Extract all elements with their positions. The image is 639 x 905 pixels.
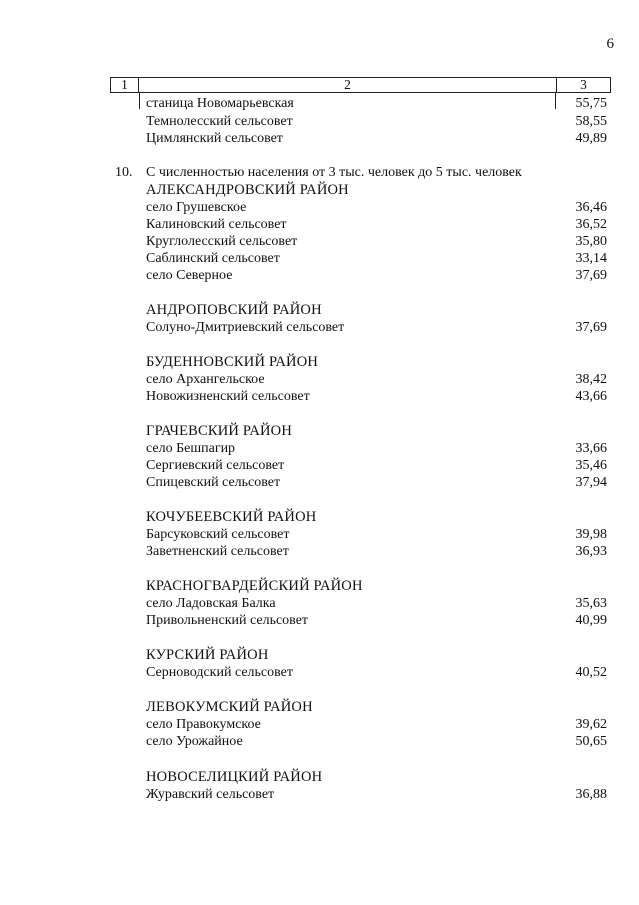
row-value: 36,93 xyxy=(575,544,607,559)
table-row xyxy=(146,216,607,234)
section-number: 10. xyxy=(115,165,133,180)
table-row xyxy=(146,526,607,544)
row-name: Круглолесский сельсовет xyxy=(146,234,298,249)
table-row xyxy=(146,440,607,458)
row-value: 35,80 xyxy=(575,234,607,249)
row-value: 50,65 xyxy=(575,734,607,749)
row-name: село Архангельское xyxy=(146,372,265,387)
column-header-1: 1 xyxy=(111,78,139,92)
row-name: Калиновский сельсовет xyxy=(146,217,287,232)
row-value: 40,52 xyxy=(575,665,607,680)
column-header-3: 3 xyxy=(580,77,587,92)
table-row xyxy=(146,388,607,406)
page-number: 6 xyxy=(606,36,614,52)
row-name: Серноводский сельсовет xyxy=(146,665,293,680)
row-value: 39,98 xyxy=(575,527,607,542)
row-name: Темнолесский сельсовет xyxy=(146,114,293,129)
table-row xyxy=(146,474,607,492)
row-name: село Северное xyxy=(146,268,233,283)
row-value: 49,89 xyxy=(575,131,607,146)
section-title: С численностью населения от 3 тыс. человек до 5 тыс. человек xyxy=(146,165,522,180)
row-name: Спицевский сельсовет xyxy=(146,475,281,490)
district-heading: КРАСНОГВАРДЕЙСКИЙ РАЙОН xyxy=(146,578,363,594)
district-heading: ЛЕВОКУМСКИЙ РАЙОН xyxy=(146,699,313,715)
table-row xyxy=(146,319,607,337)
table-row xyxy=(146,95,607,113)
column-divider xyxy=(139,93,140,109)
district-heading: АЛЕКСАНДРОВСКИЙ РАЙОН xyxy=(146,182,349,198)
row-value: 55,75 xyxy=(575,96,607,111)
table-row xyxy=(146,371,607,389)
row-value: 36,46 xyxy=(575,200,607,215)
row-name: Барсуковский сельсовет xyxy=(146,527,290,542)
row-value: 43,66 xyxy=(575,389,607,404)
table-row xyxy=(146,664,607,682)
table-row xyxy=(146,113,607,131)
district-heading: БУДЕННОВСКИЙ РАЙОН xyxy=(146,354,319,370)
row-name: станица Новомарьевская xyxy=(146,96,294,111)
row-value: 36,52 xyxy=(575,217,607,232)
row-name: село Ладовская Балка xyxy=(146,596,276,611)
row-name: Журавский сельсовет xyxy=(146,787,275,802)
row-name: Саблинский сельсовет xyxy=(146,251,280,266)
district-heading: ГРАЧЕВСКИЙ РАЙОН xyxy=(146,423,293,439)
row-name: село Грушевское xyxy=(146,200,247,215)
table-row xyxy=(146,543,607,561)
table-row xyxy=(146,733,607,751)
row-name: Привольненский сельсовет xyxy=(146,613,309,628)
table-row xyxy=(146,716,607,734)
table-row xyxy=(146,250,607,268)
table-row xyxy=(146,457,607,475)
table-row xyxy=(146,130,607,148)
row-name: Заветненский сельсовет xyxy=(146,544,289,559)
table-row xyxy=(146,267,607,285)
district-heading: КУРСКИЙ РАЙОН xyxy=(146,647,269,663)
table-row xyxy=(146,199,607,217)
row-value: 37,94 xyxy=(575,475,607,490)
row-value: 36,88 xyxy=(575,787,607,802)
table-row xyxy=(146,612,607,630)
district-heading: КОЧУБЕЕВСКИЙ РАЙОН xyxy=(146,509,317,525)
row-name: село Правокумское xyxy=(146,717,261,732)
table-row xyxy=(146,786,607,804)
row-value: 33,66 xyxy=(575,441,607,456)
row-value: 39,62 xyxy=(575,717,607,732)
table-row xyxy=(146,595,607,613)
row-value: 35,63 xyxy=(575,596,607,611)
table-row xyxy=(146,233,607,251)
column-header-2: 2 xyxy=(139,78,557,92)
row-name: Цимлянский сельсовет xyxy=(146,131,283,146)
district-heading: НОВОСЕЛИЦКИЙ РАЙОН xyxy=(146,769,323,785)
row-name: Сергиевский сельсовет xyxy=(146,458,285,473)
row-value: 33,14 xyxy=(575,251,607,266)
row-value: 35,46 xyxy=(575,458,607,473)
row-name: село Бешпагир xyxy=(146,441,236,456)
district-heading: АНДРОПОВСКИЙ РАЙОН xyxy=(146,302,322,318)
row-value: 38,42 xyxy=(575,372,607,387)
row-value: 40,99 xyxy=(575,613,607,628)
row-name: село Урожайное xyxy=(146,734,243,749)
row-value: 37,69 xyxy=(575,268,607,283)
row-value: 37,69 xyxy=(575,320,607,335)
table-header xyxy=(110,77,611,93)
row-name: Солуно-Дмитриевский сельсовет xyxy=(146,320,345,335)
row-name: Новожизненский сельсовет xyxy=(146,389,310,404)
row-value: 58,55 xyxy=(575,114,607,129)
